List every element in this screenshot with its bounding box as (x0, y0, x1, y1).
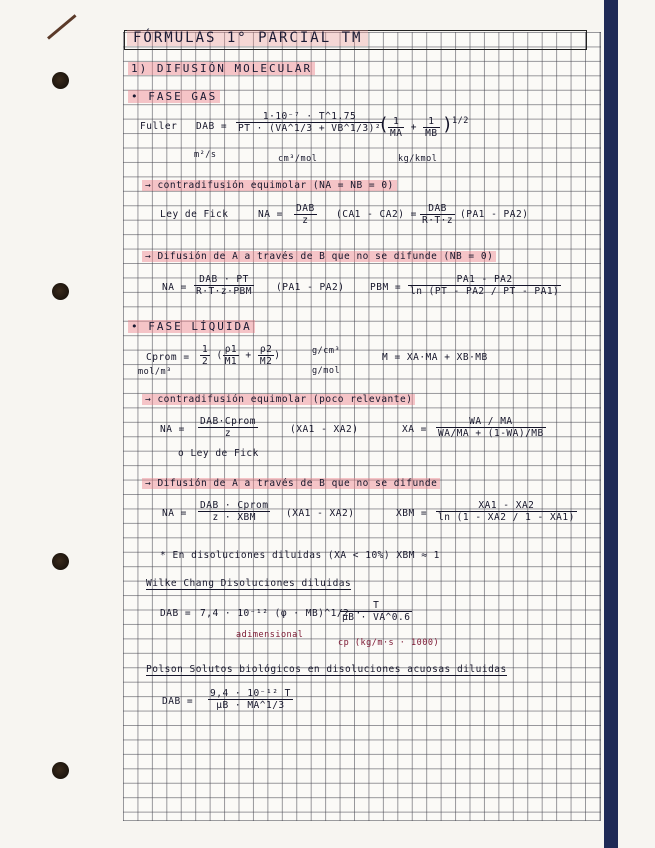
wilke-heading (146, 578, 351, 589)
punch-hole (52, 762, 69, 779)
xbm-frac-wrap (436, 500, 577, 523)
fuller-fraction (236, 111, 383, 134)
fuller-lhs: DAB = (196, 121, 228, 132)
cprom-unit-rho: g/cm³ (312, 346, 341, 356)
liquid-phase-heading-text: • FASE LÍQUIDA (128, 320, 255, 333)
polson-frac-num: 9,4 · 10⁻¹² T (210, 688, 291, 699)
mixture-molar-mass: M = XA·MA + XB·MB (382, 352, 488, 363)
fuller-molar-mass-term (388, 116, 440, 139)
counter-liq-frac (198, 416, 258, 439)
xbm-frac (436, 500, 577, 523)
fuller-plus: + (410, 122, 417, 133)
counter-liq-lhs: NA = (160, 424, 185, 435)
fuller-unit-mass: kg/kmol (398, 154, 438, 164)
diff-liq-tail: (XA1 - XA2) (286, 508, 355, 519)
cprom-unit-c: mol/m³ (138, 367, 172, 377)
cprom-lhs: Cprom = (146, 352, 190, 363)
counter-liq-tail: (XA1 - XA2) (290, 424, 359, 435)
counter-gas-frac1-wrap (294, 203, 317, 226)
fuller-numerator: 1·10⁻⁷ · T^1.75 (236, 111, 383, 123)
xa-frac-num: WA / MA (436, 416, 546, 428)
diff-liq-heading (142, 478, 440, 489)
xa-frac (436, 416, 546, 439)
counter-liq-note: o Ley de Fick (178, 448, 259, 459)
wilke-lhs: DAB = (160, 608, 192, 619)
counter-gas-frac1-num: DAB (296, 203, 315, 214)
paren-open: ( (378, 114, 390, 135)
diff-gas-heading-text: → Difusión de A a través de B que no se difunde (NB = 0) (142, 251, 496, 262)
cprom-m2: M2 (259, 356, 273, 367)
fuller-ma-fraction (388, 116, 404, 139)
diff-gas-frac (194, 274, 254, 297)
counter-liq-frac-den: z (224, 428, 232, 439)
diluted-note: * En disoluciones diluidas (XA < 10%) XBM ≈ 1 (160, 550, 440, 561)
page-title: FÓRMULAS 1° PARCIAL TM (127, 30, 368, 46)
diff-liq-heading-text: → Difusión de A a través de B que no se difunde (142, 478, 440, 489)
fuller-label: Fuller (140, 121, 178, 132)
cprom-rho1-frac (223, 344, 239, 367)
punch-hole (52, 553, 69, 570)
cprom-unit-m: g/mol (312, 366, 341, 376)
polson-frac-den: μB · MA^1/3 (216, 700, 285, 711)
polson-heading (146, 664, 507, 675)
fuller-mb-den: MB (425, 128, 438, 139)
gas-phase-heading (128, 90, 220, 103)
cprom-half-num: 1 (202, 344, 209, 355)
fuller-mb-num: 1 (423, 116, 439, 128)
wilke-frac-wrap (340, 600, 412, 623)
diff-liq-frac-num: DAB · Cprom (200, 500, 269, 511)
section-heading (128, 62, 315, 75)
cprom-half-den: 2 (202, 356, 209, 367)
fuller-denominator: PT · (VA^1/3 + VB^1/3)² (238, 123, 382, 134)
xa-lhs: XA = (402, 424, 427, 435)
counter-liq-heading-text: → contradifusión equimolar (poco relevante) (142, 394, 415, 405)
diff-liq-lhs: NA = (162, 508, 187, 519)
xa-frac-den: WA/MA + (1-WA)/MB (438, 428, 544, 439)
wilke-note-viscosity: cp (kg/m·s · 1000) (338, 638, 440, 648)
diff-gas-lhs: NA = (162, 282, 187, 293)
cprom-half (200, 344, 210, 367)
cprom-rho2: ρ2 (259, 344, 273, 355)
wilke-frac-num: T (340, 600, 412, 612)
cprom-expression: $\frac{1}{2}$ ( $\frac{\rho 1}{M1}$ + $\frac{\rho 2}{M2}$ ) (202, 344, 281, 367)
polson-frac (208, 688, 293, 711)
pencil-mark (47, 14, 77, 39)
counter-liq-frac-wrap (198, 416, 258, 439)
counter-liq-heading (142, 394, 415, 405)
cprom-plus: + (245, 350, 252, 361)
fuller-exponent: 1/2 (452, 116, 469, 126)
fuller-ma-num: 1 (388, 116, 404, 128)
xbm-frac-den: ln (1 - XA2 / 1 - XA1) (438, 512, 575, 523)
pbm-lhs: PBM = (370, 282, 402, 293)
xa-frac-wrap (436, 416, 546, 439)
diff-liq-frac (198, 500, 270, 523)
counter-gas-heading (142, 180, 397, 191)
pbm-frac-den: ln (PT - PA2 / PT - PA1) (410, 286, 560, 297)
fuller-unit-volume: cm³/mol (278, 154, 318, 164)
wilke-expression: 7,4 · 10⁻¹² (φ · MB)^1/2 · (200, 608, 362, 619)
counter-gas-mid: (CA1 - CA2) = (336, 209, 417, 220)
counter-gas-tail: (PA1 - PA2) (460, 209, 529, 220)
xbm-frac-num: XA1 - XA2 (436, 500, 577, 512)
counter-gas-frac1 (294, 203, 317, 226)
cprom-m1: M1 (224, 356, 238, 367)
fick-law-label: Ley de Fick (160, 209, 229, 220)
fuller-main-fraction (236, 111, 383, 134)
diff-liq-frac-den: z · XBM (212, 512, 256, 523)
diff-gas-tail: (PA1 - PA2) (276, 282, 345, 293)
polson-heading-text: Polson Solutos biológicos en disoluciones acuosas diluidas (146, 664, 507, 675)
gas-phase-heading-text: • FASE GAS (128, 90, 220, 103)
diff-gas-heading (142, 251, 496, 262)
pbm-frac-num: PA1 - PA2 (408, 274, 561, 286)
fuller-unit-dab: m²/s (194, 150, 217, 160)
fuller-ma-den: MA (390, 128, 403, 139)
counter-gas-frac1-den: z (302, 215, 309, 226)
counter-gas-frac2-den: R·T·z (422, 215, 454, 226)
fuller-mb-fraction (423, 116, 439, 139)
counter-gas-lhs: NA = (258, 209, 283, 220)
pbm-frac-wrap (408, 274, 561, 297)
wilke-frac-den: μB · VA^0.6 (342, 612, 411, 623)
binder-spine (604, 0, 618, 848)
punch-hole (52, 283, 69, 300)
polson-frac-wrap (208, 688, 293, 711)
counter-gas-heading-text: → contradifusión equimolar (NA = NB = 0) (142, 180, 397, 191)
wilke-frac (340, 600, 412, 623)
diff-gas-frac-num: DAB · PT (194, 274, 254, 286)
wilke-note-adimensional: adimensional (236, 630, 304, 640)
paren-close: ) (442, 114, 454, 135)
pbm-frac (408, 274, 561, 297)
punch-hole (52, 72, 69, 89)
liquid-phase-heading (128, 320, 255, 333)
diff-gas-frac-den: R·T·z·PBM (196, 286, 252, 297)
counter-gas-frac2 (420, 203, 455, 226)
cprom-rho2-frac (258, 344, 274, 367)
xbm-lhs: XBM = (396, 508, 428, 519)
counter-gas-frac2-num: DAB (420, 203, 455, 215)
section-heading-text: 1) DIFUSIÓN MOLECULAR (128, 62, 315, 75)
cprom-rho1: ρ1 (224, 344, 238, 355)
diff-liq-frac-wrap (198, 500, 270, 523)
diff-gas-frac-wrap (194, 274, 254, 297)
wilke-heading-text: Wilke Chang Disoluciones diluidas (146, 578, 352, 589)
counter-liq-frac-num: DAB·Cprom (200, 416, 256, 427)
counter-gas-frac2-wrap (420, 203, 455, 226)
polson-lhs: DAB = (162, 696, 194, 707)
